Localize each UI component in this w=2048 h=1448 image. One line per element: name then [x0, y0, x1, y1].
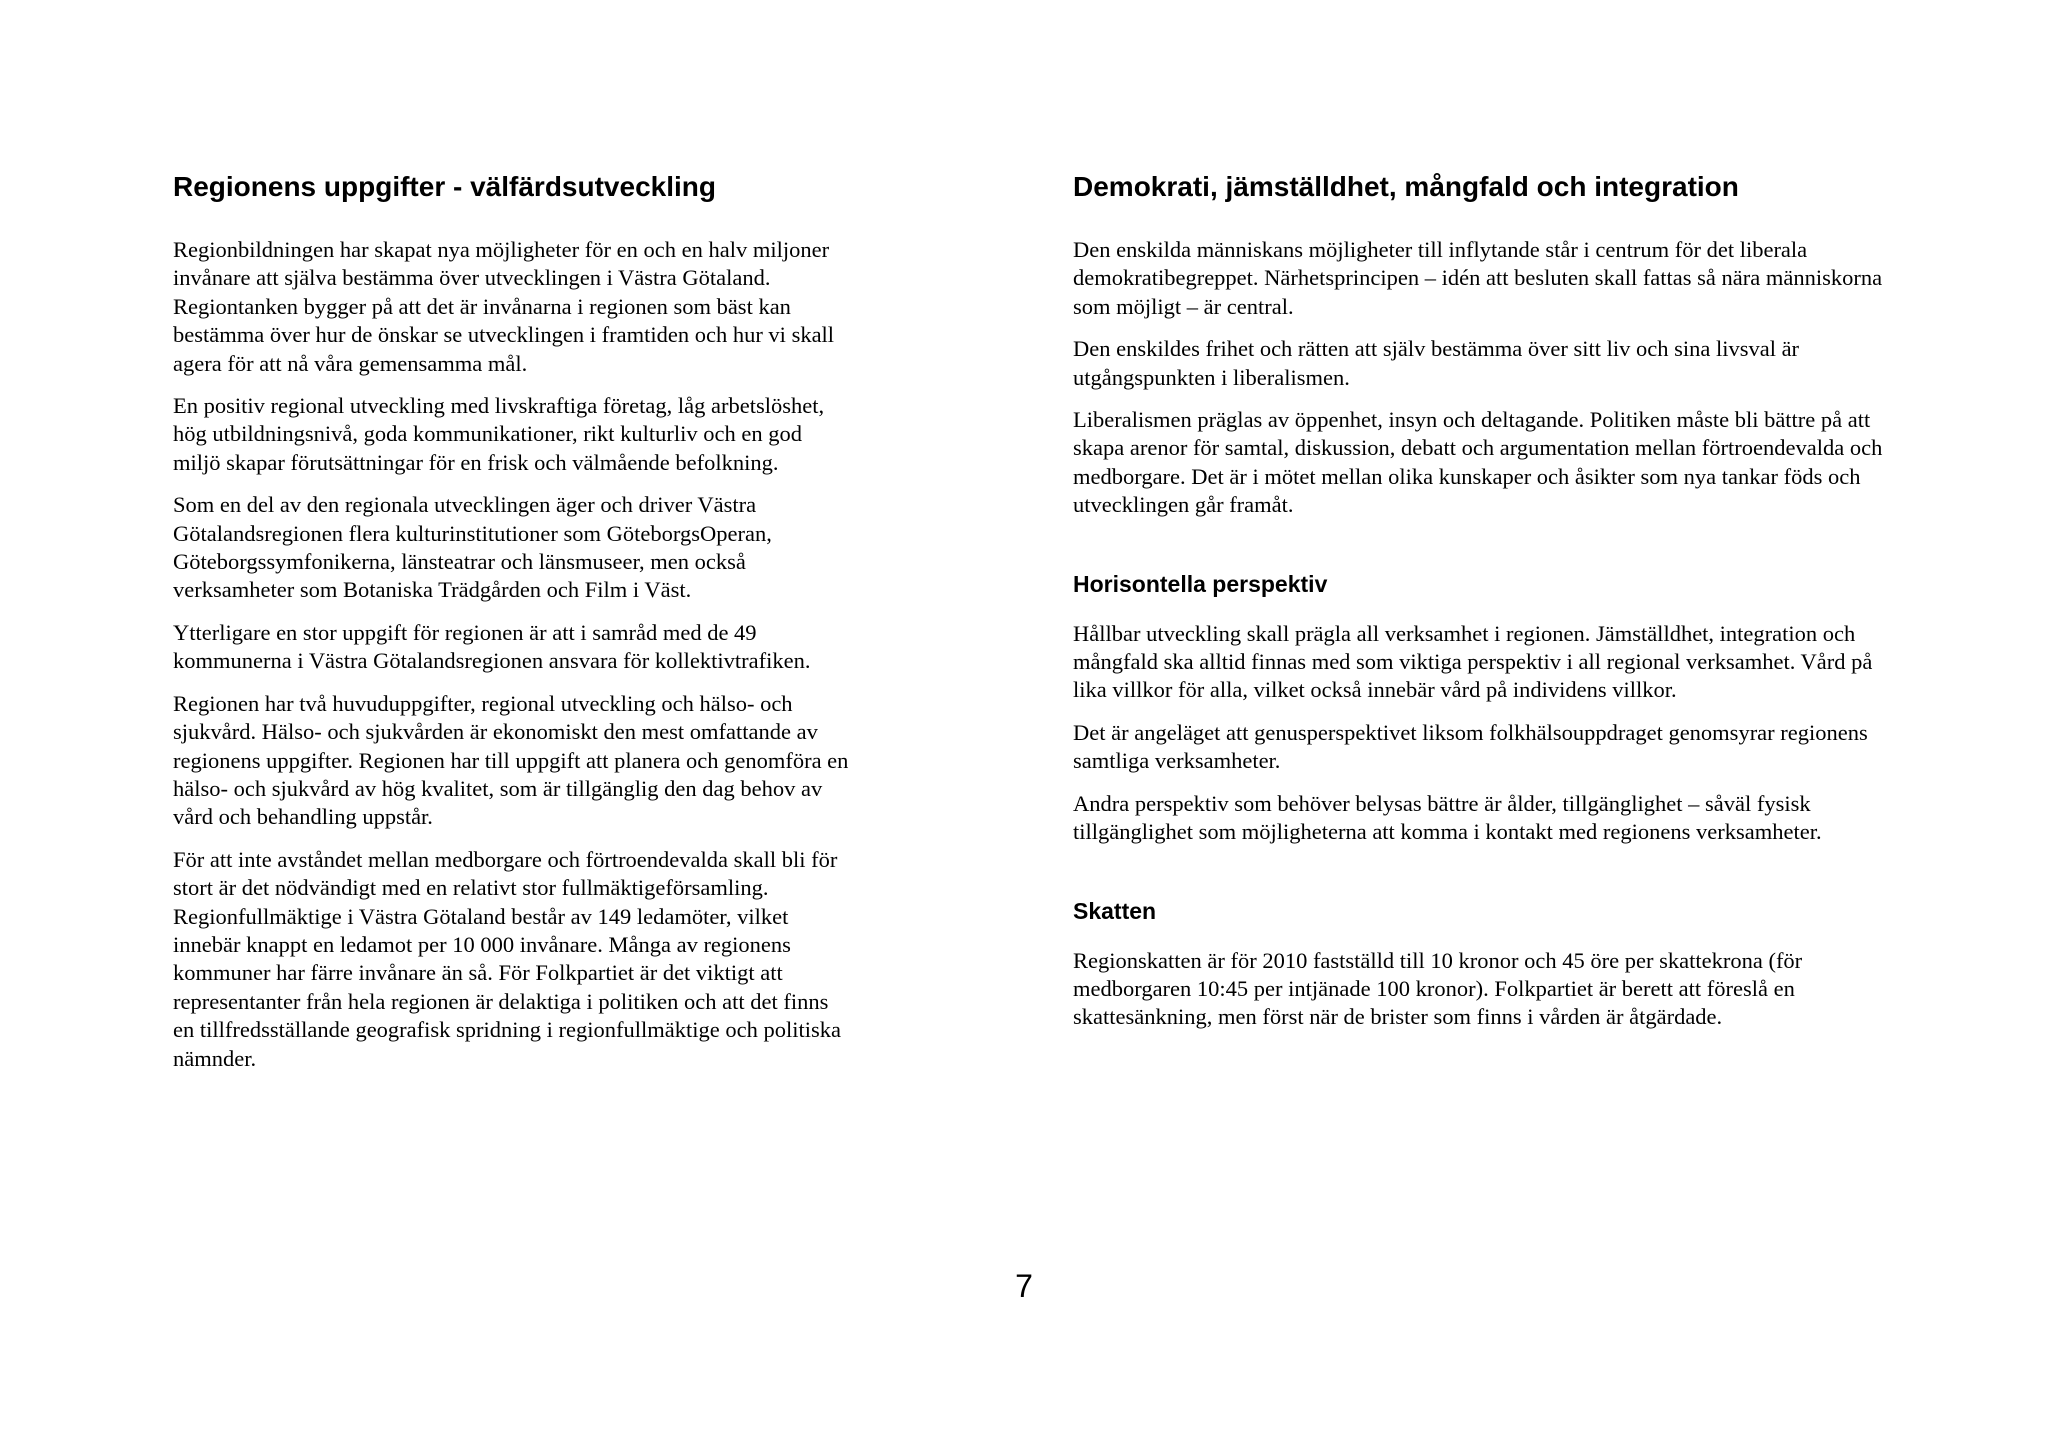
left-column — [173, 170, 853, 1087]
paragraph: Det är angeläget att genusperspektivet liksom folkhälsouppdraget genomsyrar regionens samtliga verksamheter. — [1073, 719, 1868, 774]
paragraph: Den enskildes frihet och rätten att själv bestämma över sitt liv och sina livsval är utgångspunkten i liberalismen. — [1073, 336, 1800, 390]
paragraph: En positiv regional utveckling med livskraftiga företag, låg arbetslöshet, hög utbildningsnivå, goda kommunikationer, rikt kulturliv och en god miljö skapar förutsättningar för en frisk och välmående befolkning. — [173, 393, 825, 475]
paragraph: Regionen har två huvuduppgifter, regional utveckling och hälso- och sjukvård. Hälso- och sjukvården är ekonomiskt den mest omfattande av regionens uppgifter. Regionen har till uppgift att planera och genomföra en hälso- och sjukvård av hög kvalitet, som är tillgänglig den dag behov av vård och behandling uppstår. — [173, 690, 849, 830]
section-spacer — [1073, 861, 1893, 897]
paragraph: Andra perspektiv som behöver belysas bättre är ålder, tillgänglighet – såväl fysisk tillgänglighet som möjligheterna att komma i kontakt med regionens verksamheter. — [1073, 790, 1822, 845]
paragraph: Regionskatten är för 2010 fastställd till 10 kronor och 45 öre per skattekrona (för medborgaren 10:45 per intjänade 100 kronor). Folkpartiet är berett att föreslå en skattesänkning, men först när de brister som finns i vården är åtgärdade. — [1073, 947, 1803, 1030]
section-title-regionens-uppgifter: Regionens uppgifter - välfärdsutveckling — [173, 171, 716, 202]
paragraph: Ytterligare en stor uppgift för regionen är att i samråd med de 49 kommunerna i Västra Götalandsregionen ansvara för kollektivtrafiken. — [173, 619, 811, 674]
subsection-title-horisontella-perspektiv: Horisontella perspektiv — [1073, 570, 1328, 597]
paragraph: Regionbildningen har skapat nya möjligheter för en och en halv miljoner invånare att själva bestämma över utvecklingen i Västra Götaland. Regiontanken bygger på att det är invånarna i regionen som bäst kan bestämma över hur de önskar se utvecklingen i framtiden och hur vi skall agera för att nå våra gemensamma mål. — [173, 237, 835, 376]
section-spacer — [1073, 534, 1893, 570]
paragraph: Liberalismen präglas av öppenhet, insyn och deltagande. Politiken måste bli bättre på att skapa arenor för samtal, diskussion, debatt och argumentation mellan förtroendevalda och medborgare. Det är i mötet mellan olika kunskaper och åsikter som nya tankar föds och utvecklingen går framåt. — [1073, 407, 1883, 518]
right-column — [1073, 170, 1893, 1046]
paragraph: Som en del av den regionala utvecklingen äger och driver Västra Götalandsregionen flera kulturinstitutioner som GöteborgsOperan, Göteborgssymfonikerna, länsteatrar och länsmuseer, men också verksamheter som Botaniska Trädgården och Film i Väst. — [173, 492, 772, 603]
paragraph: För att inte avståndet mellan medborgare och förtroendevalda skall bli för stort är det nödvändigt med en relativt stor fullmäktigeförsamling. Regionfullmäktige i Västra Götaland består av 149 ledamöter, vilket innebär knappt en ledamot per 10 000 invånare. Många av regionens kommuner har färre invånare än så. För Folkpartiet är det viktigt att representanter från hela regionen är delaktiga i politiken och att det finns en tillfredsställande geografisk spridning i regionfullmäktige och politiska nämnder. — [173, 846, 841, 1071]
page-number: 7 — [1015, 1268, 1033, 1304]
paragraph: Hållbar utveckling skall prägla all verksamhet i regionen. Jämställdhet, integration och mångfald ska alltid finnas med som viktiga perspektiv i all regional verksamhet. Vård på lika villkor för alla, vilket också innebär vård på individens villkor. — [1073, 620, 1873, 703]
paragraph: Den enskilda människans möjligheter till inflytande står i centrum för det liberala demokratibegreppet. Närhetsprincipen – idén att besluten skall fattas så nära människorna som möjligt – är central. — [1073, 237, 1883, 319]
subsection-title-skatten: Skatten — [1073, 897, 1157, 924]
section-title-demokrati: Demokrati, jämställdhet, mångfald och integration — [1073, 171, 1739, 202]
